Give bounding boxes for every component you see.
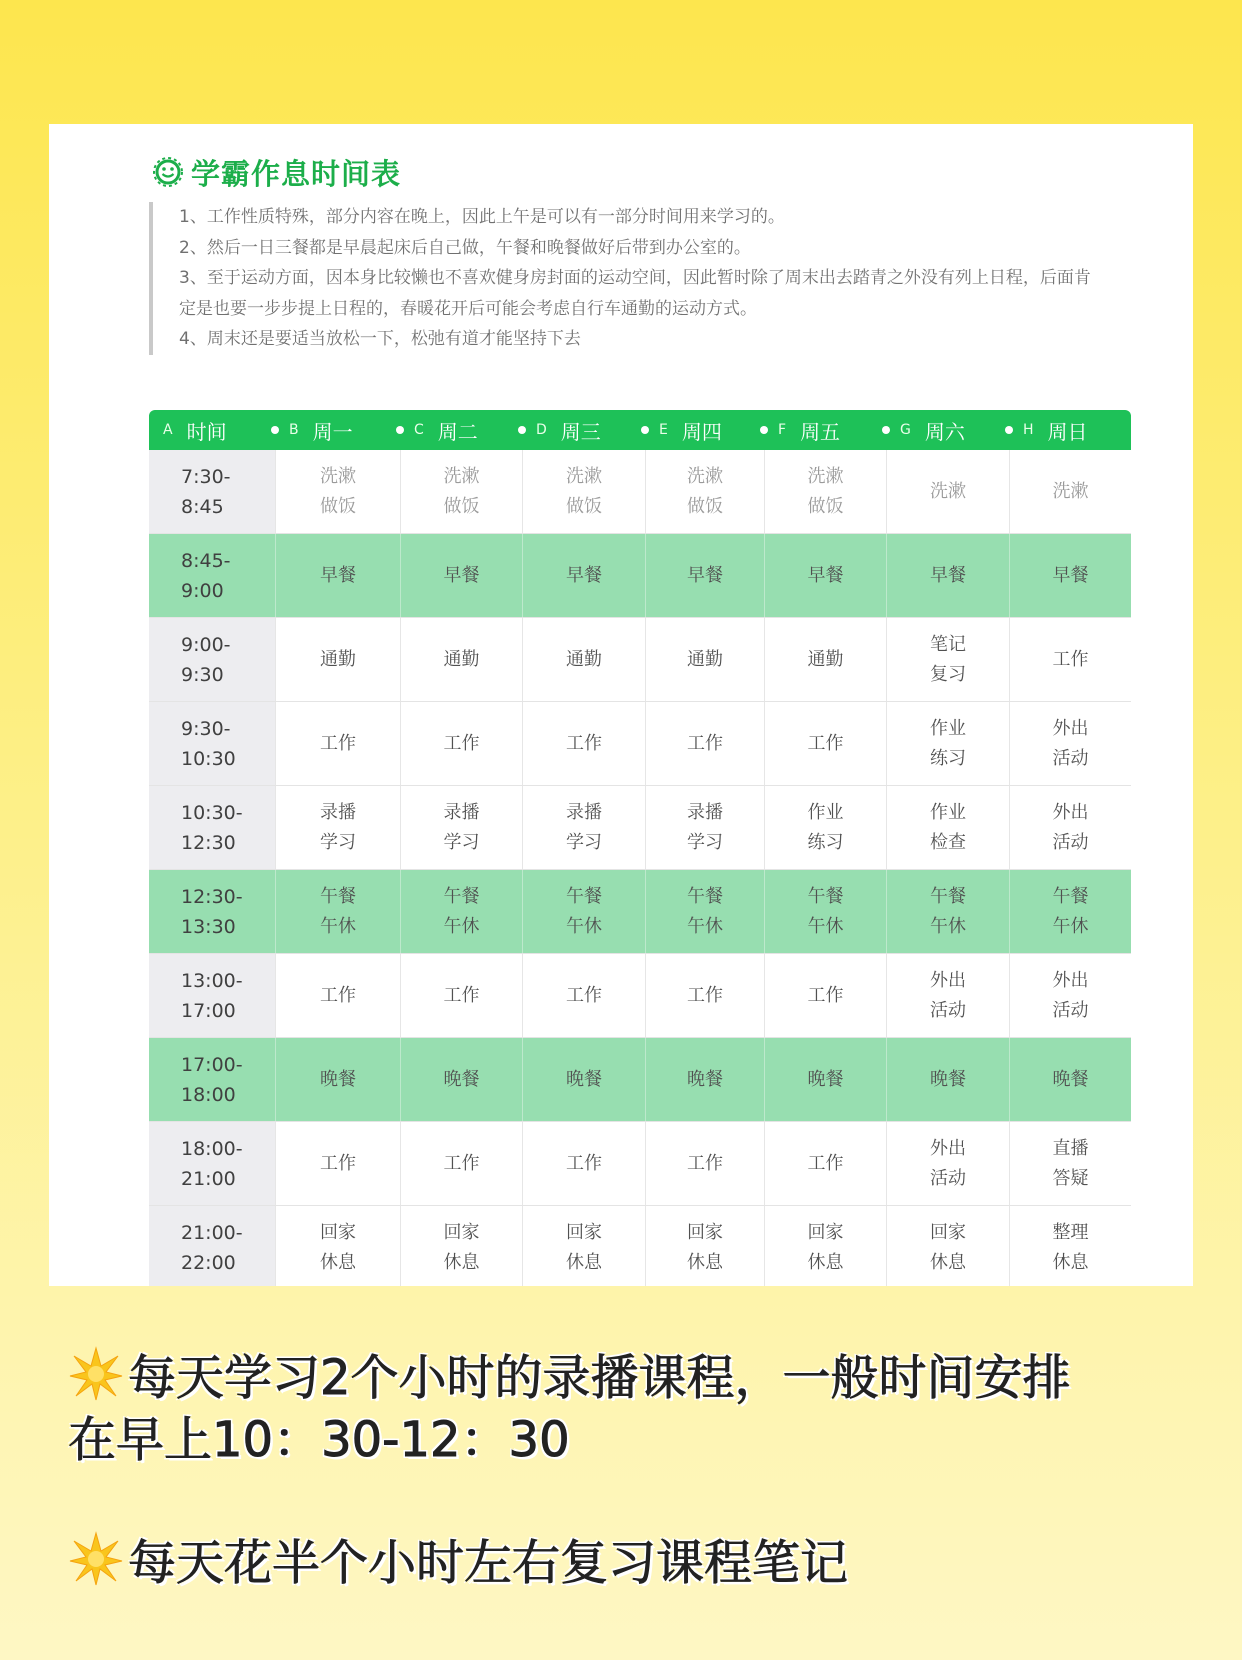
activity-text: 午餐 — [566, 885, 602, 907]
activity-cell — [522, 870, 645, 953]
column-letter: B — [289, 422, 299, 438]
note-line: 3、至于运动方面，因本身比较懒也不喜欢健身房封面的运动空间，因此暂时除了周末出去踏青之外没有列上日程，后面肯 — [179, 268, 1091, 288]
activity-text: 工作 — [687, 732, 723, 754]
activity-cell — [764, 534, 886, 617]
activity-cell — [1009, 954, 1131, 1037]
activity-cell — [275, 954, 400, 1037]
activity-text: 休息 — [566, 1251, 602, 1273]
time-text: 7:30- — [181, 465, 231, 488]
activity-text: 外出 — [930, 969, 966, 991]
activity-text: 活动 — [1052, 831, 1089, 853]
activity-cell — [645, 1206, 764, 1286]
activity-text: 学习 — [566, 831, 602, 853]
time-text: 8:45- — [181, 549, 231, 572]
activity-cell — [275, 786, 400, 869]
activity-text: 休息 — [443, 1251, 480, 1273]
activity-cell — [275, 618, 400, 701]
table-row — [149, 618, 1131, 702]
table-row — [149, 702, 1131, 786]
activity-text: 休息 — [807, 1251, 844, 1273]
activity-cell — [275, 1038, 400, 1121]
activity-text: 做饭 — [807, 495, 844, 517]
time-cell — [149, 702, 275, 785]
activity-text: 作业 — [930, 801, 966, 823]
activity-text: 活动 — [930, 1167, 966, 1189]
activity-text: 晚餐 — [1052, 1068, 1089, 1090]
activity-text: 工作 — [1052, 648, 1089, 670]
activity-text: 洗漱 — [930, 480, 966, 502]
time-cell — [149, 786, 275, 869]
activity-text: 外出 — [930, 1137, 966, 1159]
activity-text: 回家 — [930, 1221, 966, 1243]
column-letter: F — [778, 422, 787, 438]
table-row — [149, 1206, 1131, 1286]
activity-text: 午餐 — [320, 885, 356, 907]
activity-cell — [522, 1206, 645, 1286]
table-row — [149, 534, 1131, 618]
activity-cell — [522, 786, 645, 869]
time-text: 9:00- — [181, 633, 231, 656]
column-dot-icon — [518, 426, 526, 434]
activity-text: 工作 — [566, 1152, 602, 1174]
activity-text: 工作 — [443, 984, 480, 1006]
activity-text: 复习 — [930, 663, 966, 685]
table-row — [149, 870, 1131, 954]
activity-text: 早餐 — [320, 564, 356, 586]
column-header — [645, 410, 764, 450]
sparkle-icon — [68, 1531, 124, 1587]
activity-text: 通勤 — [320, 648, 356, 670]
table-row — [149, 1038, 1131, 1122]
activity-cell — [400, 870, 522, 953]
activity-text: 通勤 — [807, 648, 844, 670]
column-label: 周一 — [312, 419, 353, 444]
activity-text: 洗漱 — [443, 465, 480, 487]
activity-text: 洗漱 — [1052, 480, 1089, 502]
column-dot-icon — [760, 426, 768, 434]
column-header — [1009, 410, 1131, 450]
activity-cell — [275, 1206, 400, 1286]
activity-text: 工作 — [687, 1152, 723, 1174]
activity-text: 早餐 — [807, 564, 844, 586]
activity-cell — [1009, 786, 1131, 869]
activity-cell — [1009, 1206, 1131, 1286]
activity-text: 练习 — [807, 831, 844, 853]
activity-text: 洗漱 — [566, 465, 602, 487]
activity-text: 午休 — [443, 915, 480, 937]
time-text: 18:00 — [181, 1083, 236, 1106]
activity-cell — [886, 1038, 1009, 1121]
activity-cell — [400, 1122, 522, 1205]
activity-text: 午休 — [566, 915, 602, 937]
activity-text: 通勤 — [687, 648, 723, 670]
activity-cell — [275, 534, 400, 617]
activity-text: 录播 — [443, 801, 480, 823]
activity-cell — [1009, 870, 1131, 953]
column-header — [149, 410, 275, 450]
caption-2 — [68, 1531, 1188, 1594]
activity-text: 工作 — [566, 732, 602, 754]
activity-text: 早餐 — [1052, 564, 1089, 586]
activity-text: 回家 — [443, 1221, 480, 1243]
activity-cell — [764, 870, 886, 953]
activity-text: 录播 — [320, 801, 356, 823]
activity-cell — [764, 618, 886, 701]
column-label: 周四 — [681, 419, 722, 444]
column-dot-icon — [641, 426, 649, 434]
activity-text: 活动 — [930, 999, 966, 1021]
caption-1-line-1: 每天学习2个小时的录播课程，一般时间安排 — [128, 1350, 1071, 1406]
activity-text: 午餐 — [930, 885, 966, 907]
activity-text: 晚餐 — [930, 1068, 966, 1090]
activity-cell — [764, 1038, 886, 1121]
time-text: 8:45 — [181, 495, 224, 518]
column-header — [400, 410, 522, 450]
activity-cell — [1009, 618, 1131, 701]
activity-cell — [886, 1122, 1009, 1205]
time-text: 21:00- — [181, 1221, 243, 1244]
activity-text: 晚餐 — [566, 1068, 602, 1090]
caption-1 — [68, 1346, 1188, 1471]
note-line: 2、然后一日三餐都是早晨起床后自己做，午餐和晚餐做好后带到办公室的。 — [179, 237, 751, 258]
activity-cell — [645, 786, 764, 869]
activity-cell — [886, 870, 1009, 953]
activity-cell — [645, 870, 764, 953]
activity-cell — [522, 702, 645, 785]
activity-text: 午餐 — [687, 885, 723, 907]
table-row — [149, 450, 1131, 534]
activity-text: 回家 — [687, 1221, 723, 1243]
activity-text: 午餐 — [1052, 885, 1089, 907]
time-cell — [149, 534, 275, 617]
activity-cell — [645, 954, 764, 1037]
activity-text: 早餐 — [930, 564, 966, 586]
time-text: 13:00- — [181, 969, 243, 992]
activity-cell — [275, 450, 400, 533]
schedule-table — [149, 410, 1131, 1286]
activity-text: 外出 — [1052, 969, 1089, 991]
sparkle-icon — [68, 1346, 124, 1402]
activity-text: 休息 — [687, 1251, 723, 1273]
column-letter: C — [414, 422, 424, 438]
column-label: 时间 — [186, 419, 227, 444]
activity-text: 检查 — [930, 831, 966, 853]
activity-cell — [886, 534, 1009, 617]
column-header — [886, 410, 1009, 450]
activity-text: 工作 — [807, 732, 844, 754]
activity-text: 学习 — [443, 831, 480, 853]
column-dot-icon — [271, 426, 279, 434]
activity-text: 工作 — [566, 984, 602, 1006]
time-text: 13:30 — [181, 915, 236, 938]
activity-cell — [645, 618, 764, 701]
activity-text: 工作 — [320, 984, 356, 1006]
activity-text: 休息 — [930, 1251, 966, 1273]
smile-icon — [153, 157, 183, 187]
activity-cell — [764, 786, 886, 869]
activity-text: 通勤 — [566, 648, 602, 670]
activity-cell — [764, 702, 886, 785]
time-cell — [149, 450, 275, 533]
activity-text: 午休 — [1052, 915, 1089, 937]
activity-text: 午休 — [807, 915, 844, 937]
activity-text: 学习 — [320, 831, 356, 853]
activity-cell — [1009, 450, 1131, 533]
activity-text: 工作 — [807, 1152, 844, 1174]
time-text: 10:30- — [181, 801, 243, 824]
column-label: 周二 — [437, 419, 478, 444]
activity-text: 作业 — [807, 801, 844, 823]
activity-text: 休息 — [320, 1251, 356, 1273]
activity-text: 晚餐 — [320, 1068, 356, 1090]
time-text: 17:00- — [181, 1053, 243, 1076]
activity-text: 午餐 — [443, 885, 480, 907]
time-text: 18:00- — [181, 1137, 243, 1160]
time-text: 10:30 — [181, 747, 236, 770]
activity-cell — [764, 1122, 886, 1205]
activity-text: 答疑 — [1052, 1167, 1089, 1189]
activity-text: 笔记 — [930, 633, 966, 655]
activity-text: 回家 — [566, 1221, 602, 1243]
activity-cell — [522, 1122, 645, 1205]
activity-cell — [645, 450, 764, 533]
activity-cell — [764, 1206, 886, 1286]
activity-cell — [522, 534, 645, 617]
activity-text: 作业 — [930, 717, 966, 739]
column-dot-icon — [882, 426, 890, 434]
note-line: 定是也要一步步提上日程的，春暖花开后可能会考虑自行车通勤的运动方式。 — [179, 298, 757, 319]
table-body — [149, 450, 1131, 1286]
activity-cell — [645, 534, 764, 617]
activity-text: 工作 — [687, 984, 723, 1006]
activity-cell — [400, 786, 522, 869]
activity-text: 学习 — [687, 831, 723, 853]
activity-cell — [1009, 534, 1131, 617]
activity-text: 午休 — [930, 915, 966, 937]
note-line: 1、工作性质特殊，部分内容在晚上，因此上午是可以有一部分时间用来学习的。 — [179, 207, 785, 227]
column-letter: E — [659, 422, 668, 438]
table-row — [149, 954, 1131, 1038]
column-label: 周日 — [1047, 419, 1088, 444]
activity-cell — [886, 702, 1009, 785]
activity-text: 活动 — [1052, 747, 1089, 769]
activity-text: 录播 — [687, 801, 723, 823]
time-text: 12:30- — [181, 885, 243, 908]
activity-text: 通勤 — [443, 648, 480, 670]
activity-cell — [400, 954, 522, 1037]
activity-text: 洗漱 — [807, 465, 844, 487]
activity-cell — [522, 954, 645, 1037]
activity-cell — [1009, 702, 1131, 785]
activity-cell — [400, 534, 522, 617]
activity-text: 直播 — [1052, 1137, 1089, 1159]
activity-text: 午餐 — [807, 885, 844, 907]
activity-text: 整理 — [1052, 1221, 1089, 1243]
activity-text: 做饭 — [687, 495, 723, 517]
activity-text: 晚餐 — [687, 1068, 723, 1090]
activity-cell — [275, 702, 400, 785]
column-letter: D — [536, 422, 547, 438]
column-letter: G — [900, 422, 911, 438]
time-cell — [149, 1038, 275, 1121]
activity-text: 外出 — [1052, 801, 1089, 823]
time-cell — [149, 1122, 275, 1205]
activity-text: 做饭 — [443, 495, 480, 517]
time-text: 12:30 — [181, 831, 236, 854]
caption-1-line-2: 在早上10：30-12：30 — [68, 1412, 570, 1468]
activity-cell — [522, 1038, 645, 1121]
activity-text: 晚餐 — [807, 1068, 844, 1090]
activity-cell — [522, 450, 645, 533]
activity-cell — [522, 618, 645, 701]
column-dot-icon — [396, 426, 404, 434]
caption-2-line-1: 每天花半个小时左右复习课程笔记 — [128, 1535, 849, 1591]
column-header — [522, 410, 645, 450]
activity-cell — [886, 954, 1009, 1037]
column-letter: A — [163, 422, 173, 438]
column-letter: H — [1023, 422, 1034, 438]
activity-text: 工作 — [443, 1152, 480, 1174]
activity-cell — [400, 702, 522, 785]
time-text: 9:00 — [181, 579, 224, 602]
activity-cell — [400, 1206, 522, 1286]
activity-cell — [400, 1038, 522, 1121]
activity-cell — [275, 1122, 400, 1205]
time-cell — [149, 954, 275, 1037]
activity-text: 晚餐 — [443, 1068, 480, 1090]
activity-cell — [645, 1038, 764, 1121]
activity-text: 早餐 — [566, 564, 602, 586]
activity-text: 午休 — [687, 915, 723, 937]
activity-text: 早餐 — [687, 564, 723, 586]
activity-cell — [886, 618, 1009, 701]
activity-cell — [400, 618, 522, 701]
activity-cell — [764, 450, 886, 533]
activity-text: 午休 — [320, 915, 356, 937]
time-text: 9:30- — [181, 717, 231, 740]
activity-cell — [764, 954, 886, 1037]
time-cell — [149, 1206, 275, 1286]
activity-text: 工作 — [320, 1152, 356, 1174]
activity-cell — [400, 450, 522, 533]
time-cell — [149, 618, 275, 701]
schedule-card — [49, 124, 1193, 1286]
table-header — [149, 410, 1131, 450]
activity-cell — [1009, 1038, 1131, 1121]
activity-cell — [886, 786, 1009, 869]
time-text: 21:00 — [181, 1167, 236, 1190]
column-header — [275, 410, 400, 450]
note-line: 4、周末还是要适当放松一下，松弛有道才能坚持下去 — [179, 329, 581, 349]
time-text: 17:00 — [181, 999, 236, 1022]
activity-text: 活动 — [1052, 999, 1089, 1021]
column-label: 周六 — [924, 419, 965, 444]
activity-text: 洗漱 — [320, 465, 356, 487]
activity-text: 做饭 — [566, 495, 602, 517]
time-text: 22:00 — [181, 1251, 236, 1274]
column-header — [764, 410, 886, 450]
activity-text: 外出 — [1052, 717, 1089, 739]
activity-cell — [645, 1122, 764, 1205]
time-cell — [149, 870, 275, 953]
activity-text: 回家 — [320, 1221, 356, 1243]
activity-cell — [645, 702, 764, 785]
column-label: 周五 — [800, 419, 841, 444]
table-row — [149, 786, 1131, 870]
activity-cell — [886, 1206, 1009, 1286]
title-row — [153, 152, 401, 192]
notes-block — [149, 202, 1179, 355]
activity-text: 休息 — [1052, 1251, 1089, 1273]
activity-text: 早餐 — [443, 564, 480, 586]
activity-text: 工作 — [807, 984, 844, 1006]
column-label: 周三 — [560, 419, 601, 444]
activity-text: 做饭 — [320, 495, 356, 517]
activity-cell — [275, 870, 400, 953]
table-row — [149, 1122, 1131, 1206]
activity-text: 工作 — [443, 732, 480, 754]
activity-cell — [886, 450, 1009, 533]
activity-text: 练习 — [930, 747, 966, 769]
activity-text: 工作 — [320, 732, 356, 754]
activity-cell — [1009, 1122, 1131, 1205]
column-dot-icon — [1005, 426, 1013, 434]
page-title: 学霸作息时间表 — [191, 156, 402, 191]
activity-text: 录播 — [566, 801, 602, 823]
activity-text: 洗漱 — [687, 465, 723, 487]
time-text: 9:30 — [181, 663, 224, 686]
activity-text: 回家 — [807, 1221, 844, 1243]
